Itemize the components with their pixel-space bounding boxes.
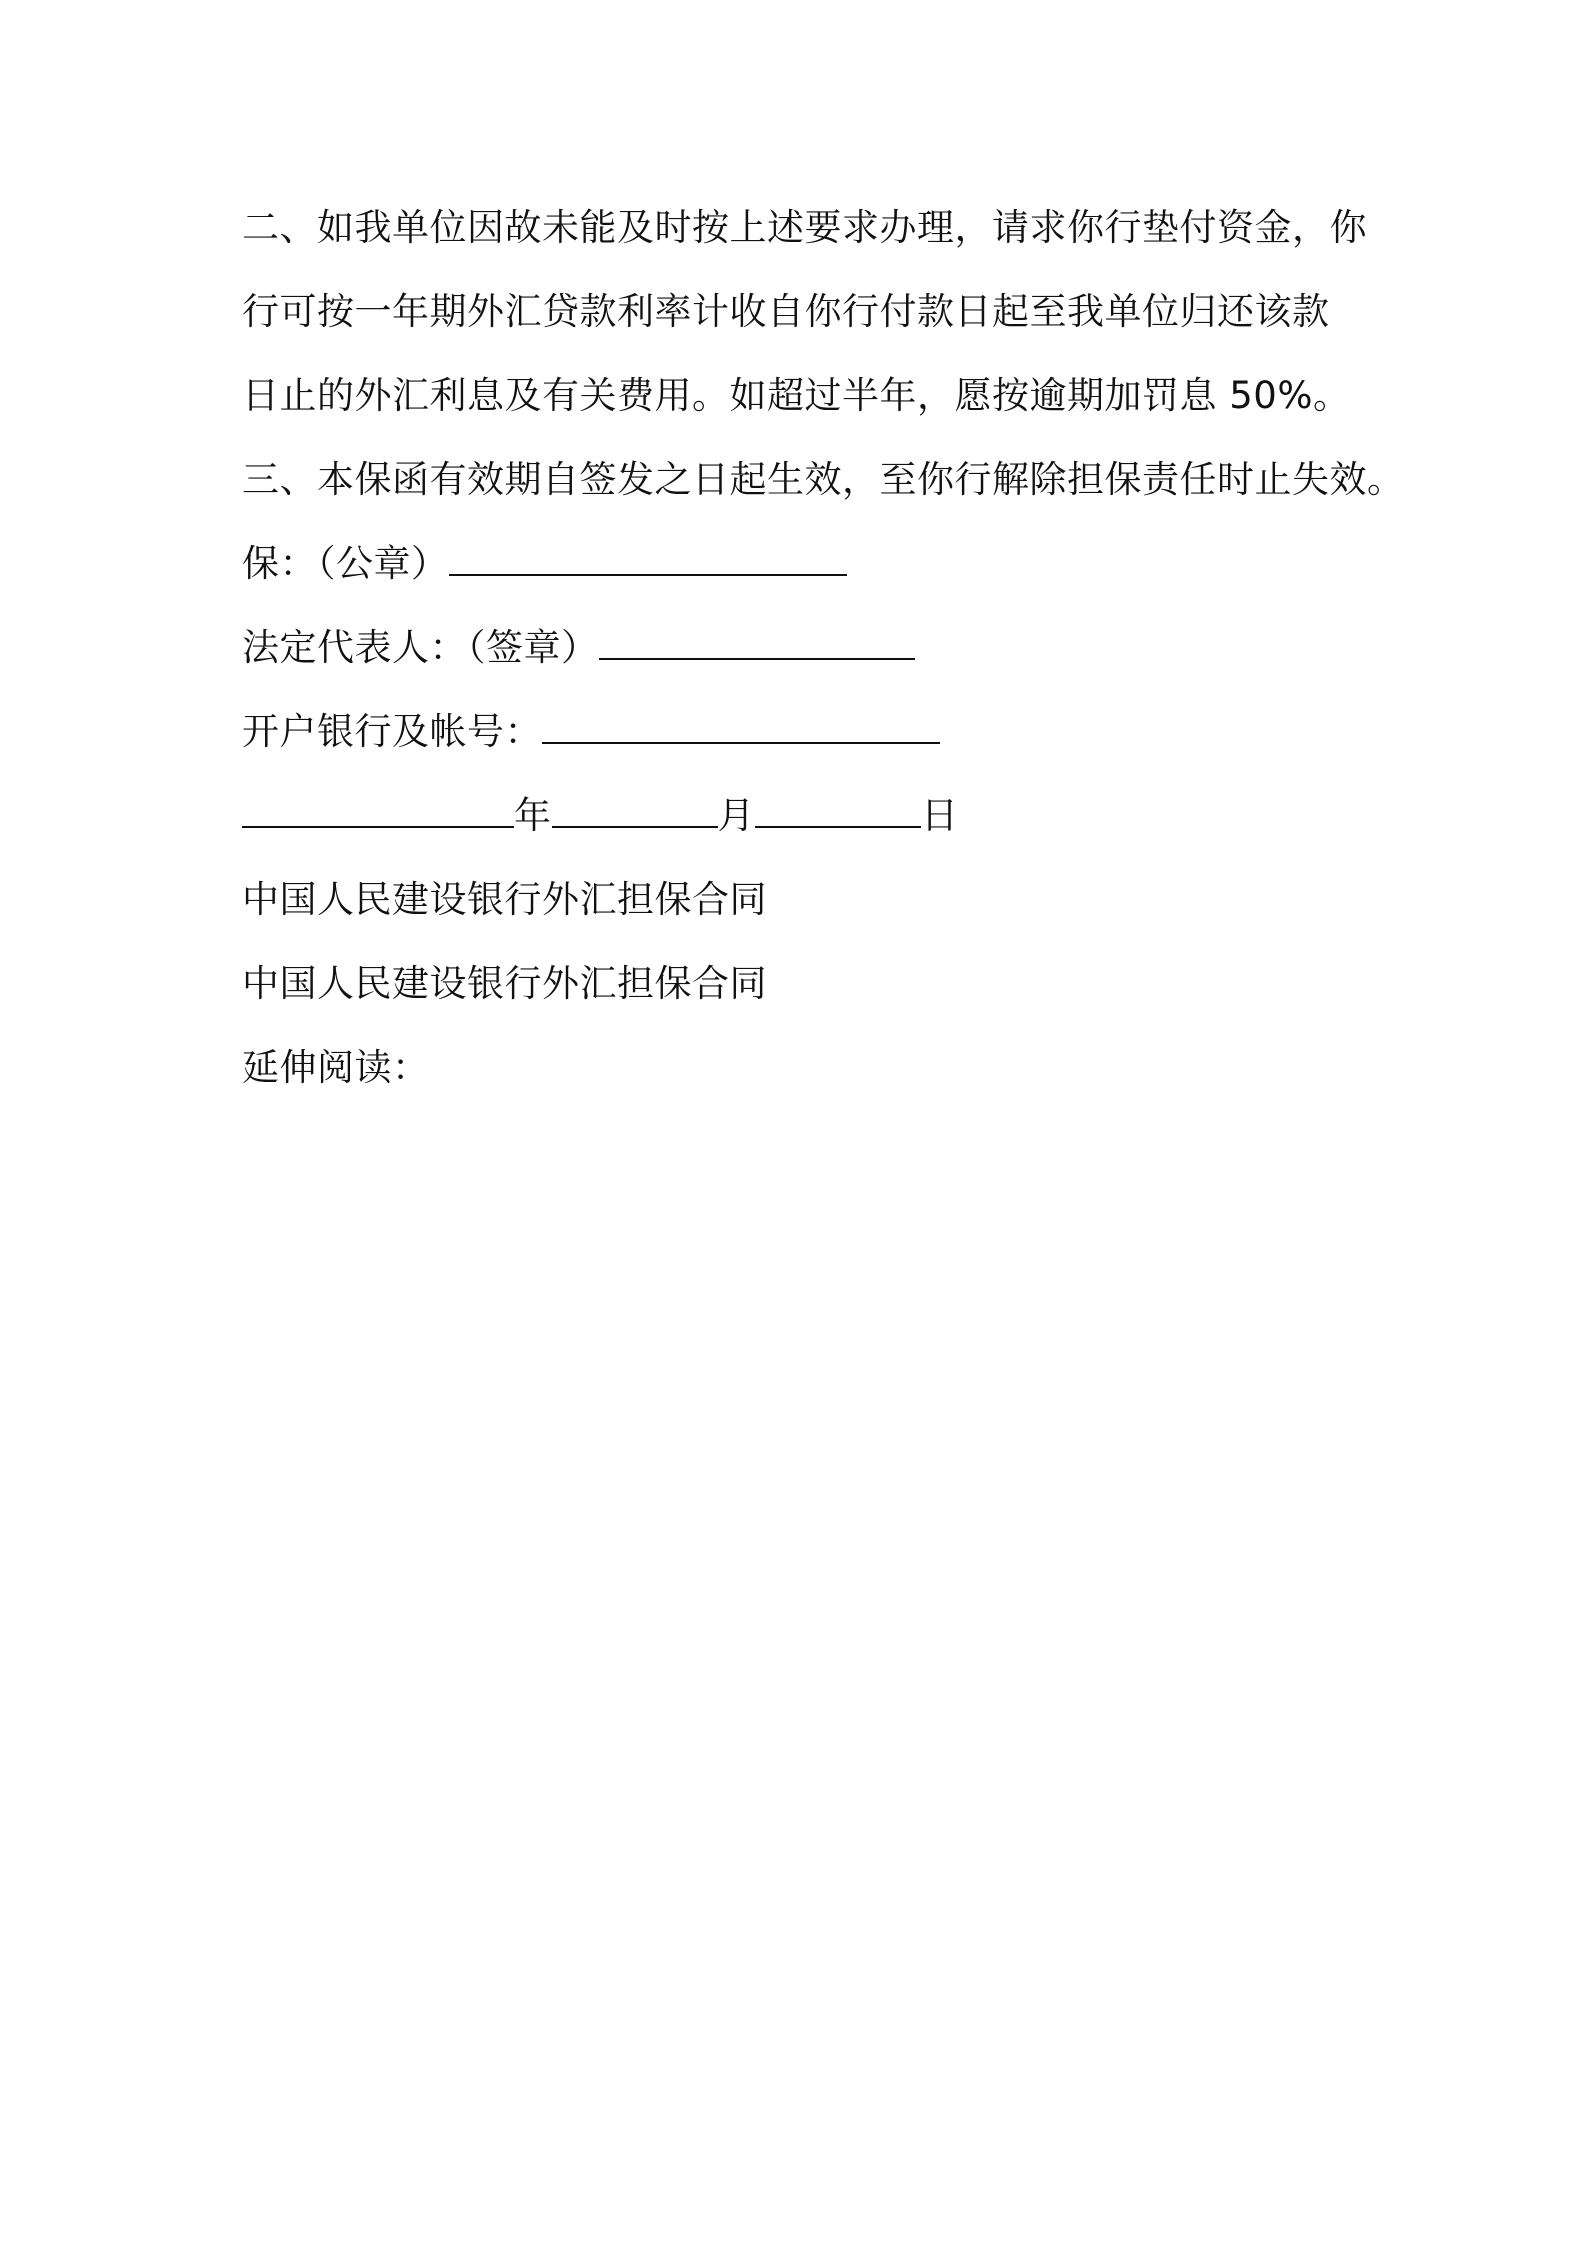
month-blank[interactable] [552,792,718,828]
guarantor-seal-row [242,540,847,588]
year-label: 年 [514,794,552,837]
paragraph-3: 三、本保函有效期自签发之日起生效，至你行解除担保责任时止失效。 [242,458,1405,501]
year-blank[interactable] [242,792,514,828]
paragraph-2-line-2: 行可按一年期外汇贷款利率计收自你行付款日起至我单位归还该款 [242,290,1330,333]
further-reading-label: 延伸阅读： [242,1046,430,1089]
guarantor-label: 保：（公章） [242,542,449,585]
month-label: 月 [717,794,755,837]
title-repeat-1: 中国人民建设银行外汇担保合同 [242,878,767,921]
paragraph-2-line-3: 日止的外汇利息及有关费用。如超过半年，愿按逾期加罚息 50%。 [242,374,1351,417]
title-repeat-2: 中国人民建设银行外汇担保合同 [242,962,767,1005]
legal-rep-label: 法定代表人：（签章） [242,626,599,669]
legal-rep-signature-blank[interactable] [599,624,915,660]
bank-account-label: 开户银行及帐号： [242,710,542,753]
day-label: 日 [921,794,959,837]
legal-rep-row [242,624,915,672]
bank-account-blank[interactable] [542,708,940,744]
paragraph-2-line-1: 二、如我单位因故未能及时按上述要求办理，请求你行垫付资金，你 [242,206,1367,249]
bank-account-row [242,708,940,756]
day-blank[interactable] [755,792,921,828]
date-row [242,792,959,840]
guarantor-seal-blank[interactable] [449,540,847,576]
